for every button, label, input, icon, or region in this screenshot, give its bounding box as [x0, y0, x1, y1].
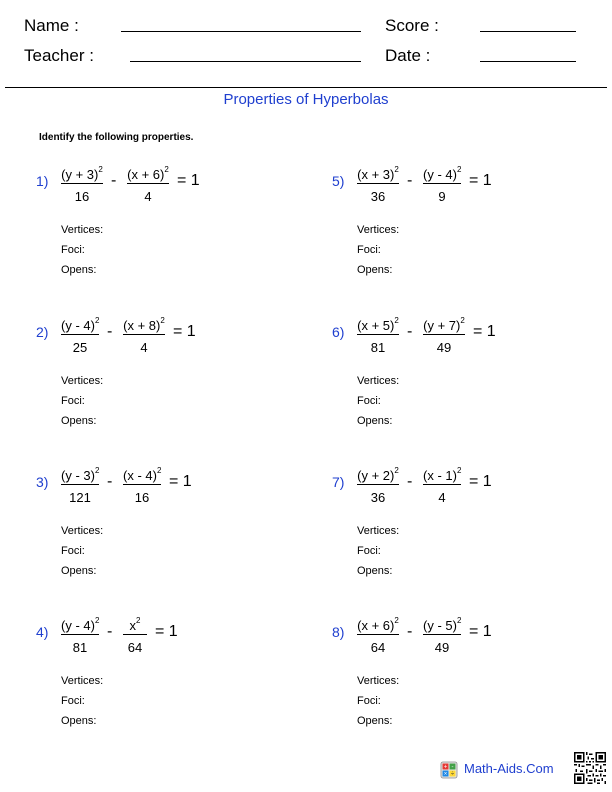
denominator: 64	[127, 640, 143, 655]
vertices-label: Vertices:	[61, 224, 104, 236]
numerator-text: (x - 1)	[423, 468, 457, 483]
numerator-text: (y - 3)	[61, 468, 95, 483]
foci-label: Foci:	[357, 395, 381, 407]
denominator: 81	[370, 340, 386, 355]
qr-code-icon	[574, 752, 606, 784]
equation-rhs: = 1	[177, 172, 200, 189]
fraction	[61, 160, 103, 206]
foci-label: Foci:	[357, 244, 381, 256]
fraction-bar	[423, 484, 461, 485]
minus-sign: -	[407, 172, 413, 189]
denominator: 64	[370, 640, 386, 655]
exponent: 2	[164, 165, 169, 174]
vertices-label: Vertices:	[357, 375, 400, 387]
foci-label: Foci:	[357, 695, 381, 707]
problem-1	[36, 160, 276, 290]
numerator	[423, 461, 461, 481]
problem-4	[36, 611, 276, 741]
numerator-text: (x + 6)	[357, 618, 395, 633]
fraction	[123, 611, 147, 657]
numerator	[423, 611, 461, 631]
equation-rhs: = 1	[469, 623, 492, 640]
numerator-text: (y - 4)	[61, 318, 95, 333]
numerator-text: (x + 3)	[357, 167, 395, 182]
exponent: 2	[456, 165, 462, 174]
problem-number: 3)	[36, 474, 49, 490]
svg-text:-: -	[451, 764, 454, 771]
equation-rhs: = 1	[473, 323, 496, 340]
exponent: 2	[460, 316, 465, 325]
fraction	[423, 160, 461, 206]
exponent: 2	[394, 316, 399, 325]
numerator	[61, 611, 99, 631]
foci-label: Foci:	[357, 545, 381, 557]
numerator	[357, 160, 399, 180]
denominator: 16	[134, 490, 150, 505]
opens-label: Opens:	[357, 715, 393, 727]
fraction-bar	[127, 183, 169, 184]
fraction-bar	[357, 334, 399, 335]
fraction	[127, 160, 169, 206]
score-label: Score :	[385, 16, 439, 35]
numerator-text: x	[129, 618, 137, 633]
problem-number: 2)	[36, 324, 49, 340]
numerator	[61, 461, 99, 481]
name-line[interactable]	[121, 31, 361, 32]
minus-sign: -	[107, 323, 113, 340]
opens-label: Opens:	[61, 264, 97, 276]
numerator	[357, 311, 399, 331]
equation-rhs: = 1	[169, 473, 192, 490]
problem-number: 5)	[332, 173, 345, 189]
equation-rhs: = 1	[469, 473, 492, 490]
fraction	[357, 160, 399, 206]
exponent: 2	[394, 165, 399, 174]
equation-rhs: = 1	[155, 623, 178, 640]
foci-label: Foci:	[61, 244, 85, 256]
svg-text:×: ×	[443, 771, 448, 778]
denominator: 25	[72, 340, 88, 355]
denominator: 49	[436, 340, 452, 355]
minus-sign: -	[407, 323, 413, 340]
fraction	[123, 311, 165, 357]
opens-label: Opens:	[357, 264, 393, 276]
instructions: Identify the following properties.	[39, 132, 194, 143]
fraction-bar	[123, 484, 161, 485]
fraction-bar	[357, 183, 399, 184]
fraction-bar	[423, 183, 461, 184]
numerator-text: (y + 3)	[61, 167, 99, 182]
numerator	[123, 311, 165, 331]
minus-sign: -	[107, 623, 113, 640]
foci-label: Foci:	[61, 545, 85, 557]
fraction-bar	[61, 484, 99, 485]
header-divider	[5, 87, 607, 88]
problem-number: 4)	[36, 624, 49, 640]
exponent: 2	[456, 466, 462, 475]
denominator: 36	[370, 490, 386, 505]
exponent: 2	[456, 616, 462, 625]
fraction	[357, 311, 399, 357]
opens-label: Opens:	[61, 715, 97, 727]
exponent: 2	[94, 316, 100, 325]
exponent: 2	[94, 466, 100, 475]
fraction	[423, 311, 465, 357]
denominator: 121	[69, 490, 91, 505]
fraction-bar	[123, 334, 165, 335]
date-line[interactable]	[480, 61, 576, 62]
numerator	[423, 311, 465, 331]
exponent: 2	[394, 466, 399, 475]
vertices-label: Vertices:	[357, 675, 400, 687]
foci-label: Foci:	[61, 695, 85, 707]
numerator	[357, 611, 399, 631]
problem-number: 6)	[332, 324, 345, 340]
name-label: Name :	[24, 16, 79, 35]
vertices-label: Vertices:	[61, 375, 104, 387]
problem-3	[36, 461, 276, 591]
fraction-bar	[423, 334, 465, 335]
denominator: 49	[434, 640, 450, 655]
equation-rhs: = 1	[173, 323, 196, 340]
exponent: 2	[394, 616, 399, 625]
fraction-bar	[61, 183, 103, 184]
fraction	[61, 461, 99, 507]
minus-sign: -	[407, 473, 413, 490]
opens-label: Opens:	[61, 565, 97, 577]
problem-5	[332, 160, 572, 290]
fraction-bar	[123, 634, 147, 635]
numerator-text: (y - 5)	[423, 618, 457, 633]
fraction	[423, 461, 461, 507]
numerator-text: (y + 7)	[423, 318, 461, 333]
teacher-line[interactable]	[130, 61, 361, 62]
numerator-text: (y + 2)	[357, 468, 395, 483]
worksheet-title: Properties of Hyperbolas	[223, 91, 389, 108]
numerator	[423, 160, 461, 180]
denominator: 16	[74, 189, 90, 204]
numerator	[123, 611, 147, 631]
exponent: 2	[156, 466, 162, 475]
problem-6	[332, 311, 572, 441]
fraction-bar	[61, 634, 99, 635]
denominator: 4	[144, 189, 152, 204]
problem-2	[36, 311, 276, 441]
equation-rhs: = 1	[469, 172, 492, 189]
fraction-bar	[61, 334, 99, 335]
fraction-bar	[423, 634, 461, 635]
exponent: 2	[160, 316, 165, 325]
problem-8	[332, 611, 572, 741]
numerator	[127, 160, 169, 180]
numerator-text: (x + 8)	[123, 318, 161, 333]
numerator-text: (x - 4)	[123, 468, 157, 483]
numerator-text: (y - 4)	[423, 167, 457, 182]
vertices-label: Vertices:	[357, 224, 400, 236]
fraction	[357, 611, 399, 657]
denominator: 4	[140, 340, 148, 355]
numerator	[123, 461, 161, 481]
denominator: 81	[72, 640, 88, 655]
vertices-label: Vertices:	[357, 525, 400, 537]
problem-7	[332, 461, 572, 591]
numerator-text: (x + 6)	[127, 167, 165, 182]
teacher-label: Teacher :	[24, 46, 94, 65]
numerator	[61, 311, 99, 331]
score-line[interactable]	[480, 31, 576, 32]
numerator	[357, 461, 399, 481]
vertices-label: Vertices:	[61, 675, 104, 687]
minus-sign: -	[107, 473, 113, 490]
numerator-text: (x + 5)	[357, 318, 395, 333]
brand-link[interactable]: Math-Aids.Com	[464, 761, 554, 776]
calculator-icon	[440, 761, 458, 779]
denominator: 36	[370, 189, 386, 204]
denominator: 9	[438, 189, 446, 204]
minus-sign: -	[111, 172, 117, 189]
minus-sign: -	[407, 623, 413, 640]
numerator-text: (y - 4)	[61, 618, 95, 633]
opens-label: Opens:	[357, 565, 393, 577]
fraction-bar	[357, 484, 399, 485]
problem-number: 7)	[332, 474, 345, 490]
foci-label: Foci:	[61, 395, 85, 407]
svg-text:÷: ÷	[450, 771, 455, 778]
numerator	[61, 160, 103, 180]
svg-text:+: +	[443, 764, 448, 771]
problem-number: 1)	[36, 173, 49, 189]
date-label: Date :	[385, 46, 431, 65]
opens-label: Opens:	[61, 415, 97, 427]
fraction	[123, 461, 161, 507]
exponent: 2	[136, 616, 141, 625]
fraction	[61, 611, 99, 657]
problem-number: 8)	[332, 624, 345, 640]
exponent: 2	[98, 165, 103, 174]
opens-label: Opens:	[357, 415, 393, 427]
fraction	[61, 311, 99, 357]
fraction	[357, 461, 399, 507]
fraction	[423, 611, 461, 657]
vertices-label: Vertices:	[61, 525, 104, 537]
denominator: 4	[438, 490, 446, 505]
exponent: 2	[94, 616, 100, 625]
fraction-bar	[357, 634, 399, 635]
